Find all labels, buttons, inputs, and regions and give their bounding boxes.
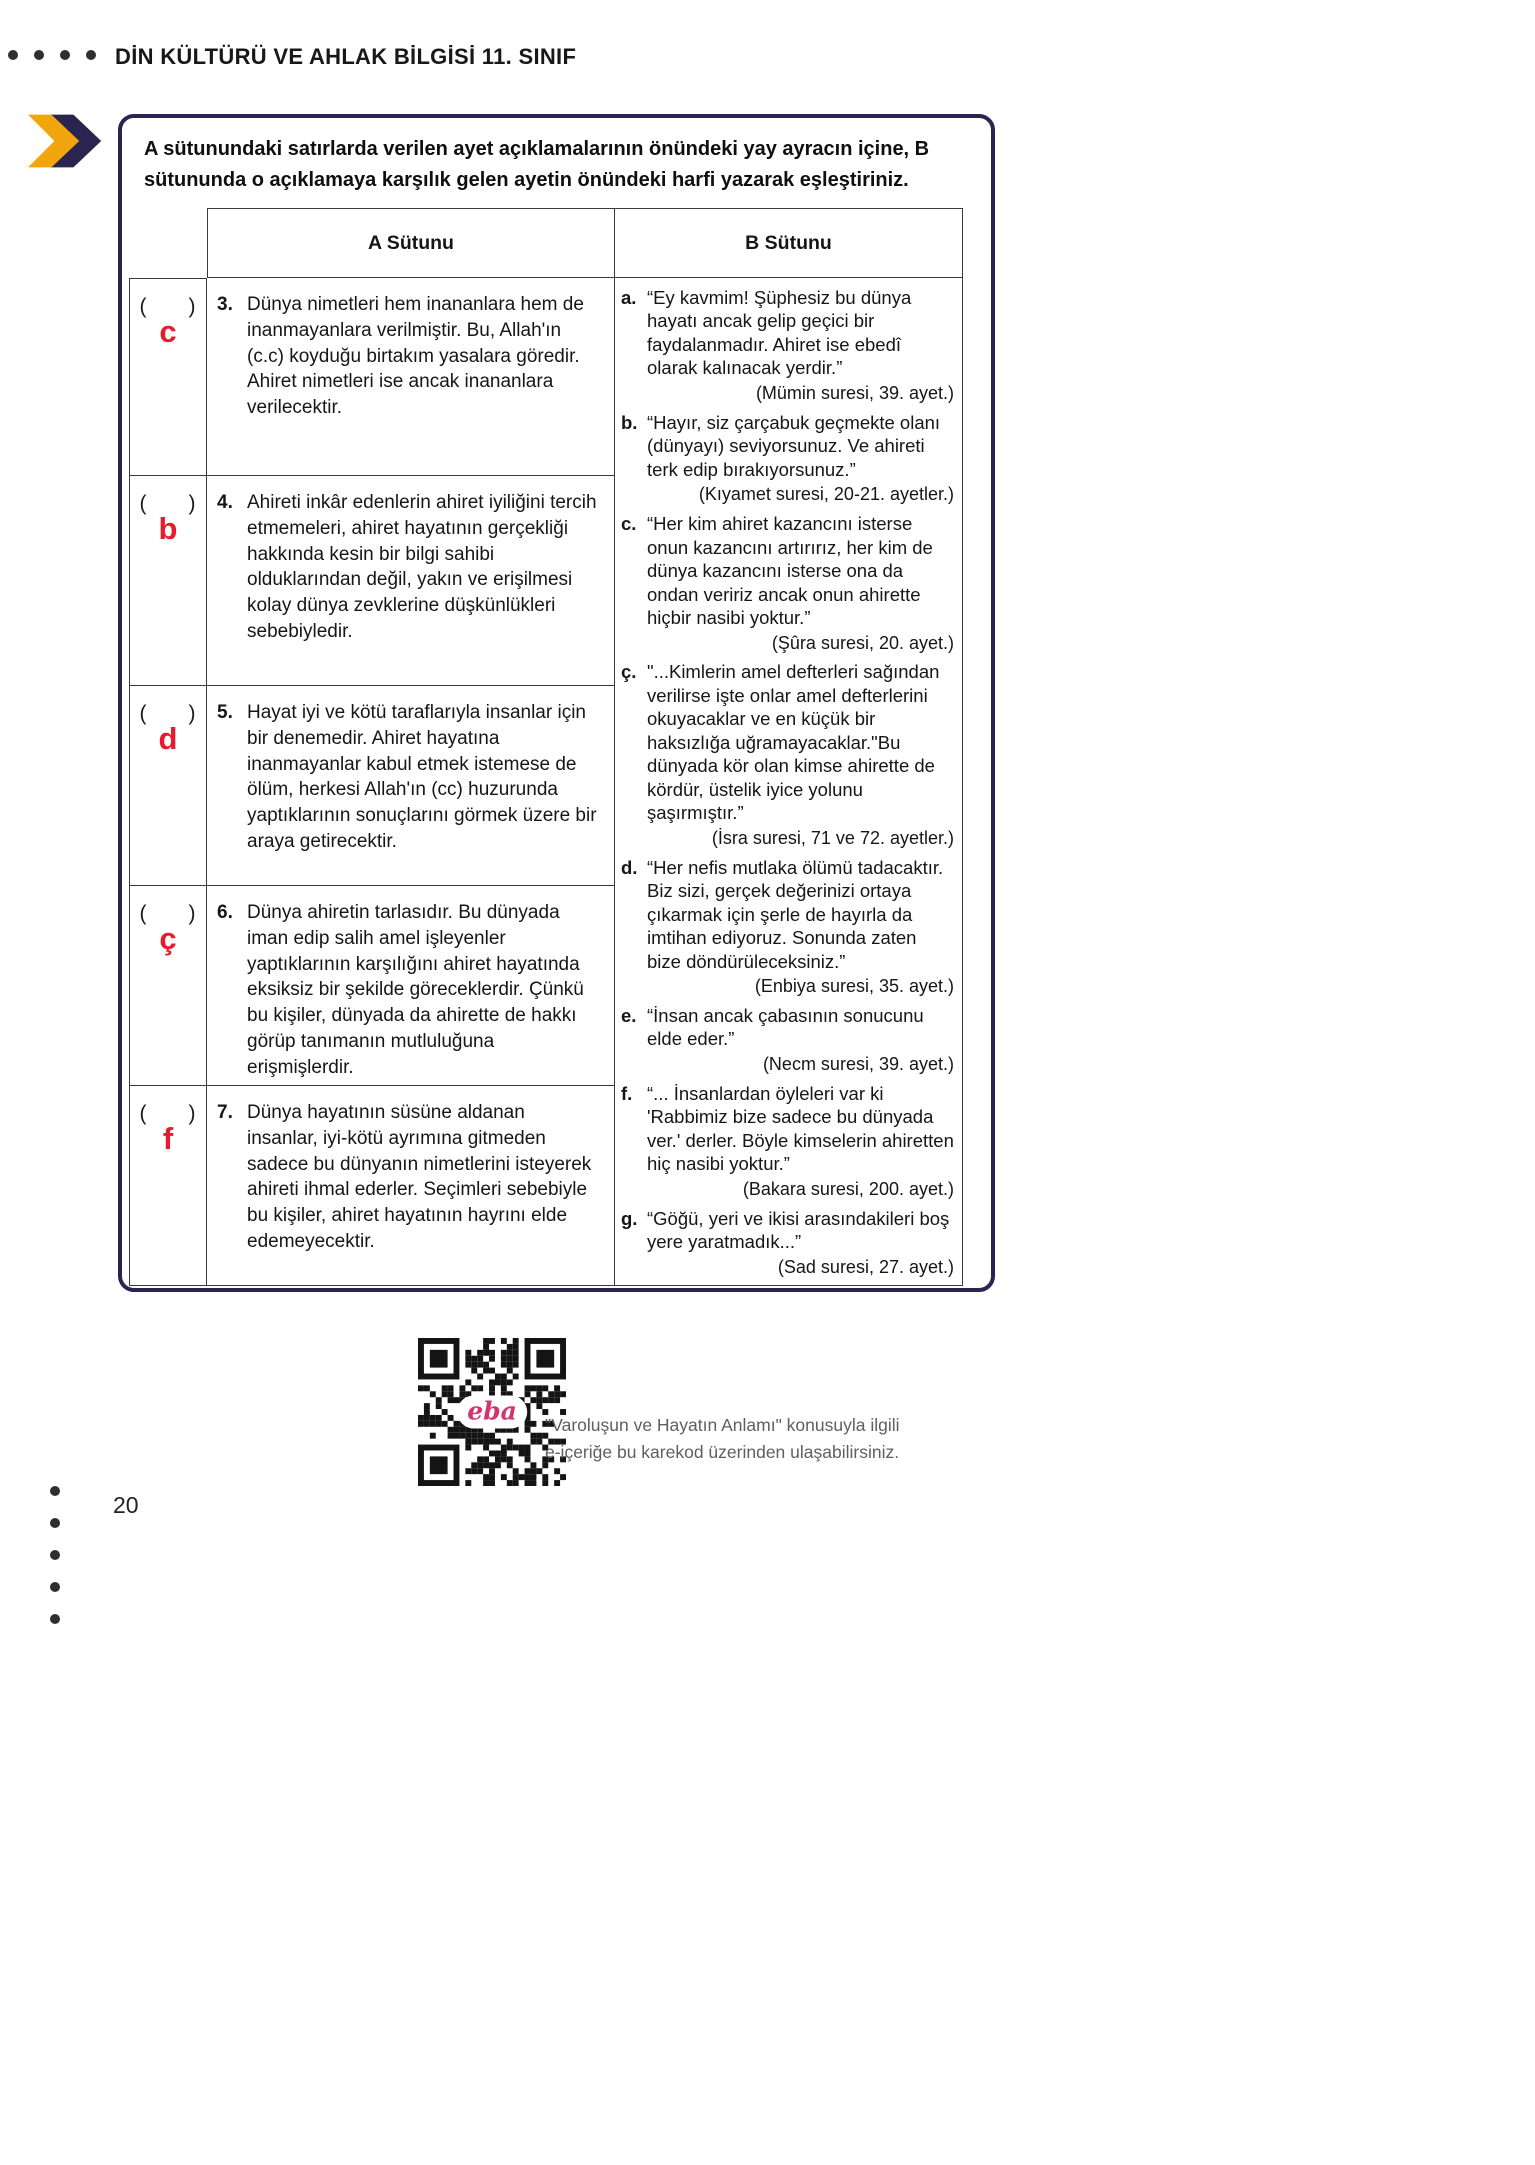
decor-dot [50, 1486, 60, 1496]
answer-letter: f [162, 1121, 174, 1156]
column-a-header: A Sütunu [207, 208, 615, 278]
item-number: 7. [217, 1102, 233, 1123]
column-a-item-5 [207, 686, 615, 886]
item-text: Dünya hayatının süsüne aldanan insanlar, iyi-kötü ayrımına gitmeden sadece bu dünyanın nimetlerini isteyerek ahireti ihmal ederler. Seçimleri sebebiyle bu kişiler, ahiret hayatının hayrını elde edemeyecektir. [247, 1102, 592, 1253]
ayah-text: "...Kimlerin amel defterleri sağından verilirse işte onlar amel defterlerini okuyacaklar ve en küçük bir haksızlığa uğramayacaklar."Bu dünyada kör olan kimse ahirette de kördür, üstelik iyice yolunu şaşırmıştır.” [647, 661, 940, 824]
answer-letter: ç [159, 921, 177, 956]
answer-parentheses: ( ) [139, 702, 197, 725]
answer-letter: d [158, 721, 178, 756]
ayah-source: (Enbiya suresi, 35. ayet.) [754, 976, 954, 997]
column-b-header: B Sütunu [615, 208, 963, 278]
column-a-item-6 [207, 886, 615, 1086]
answer-slot-4[interactable] [129, 476, 207, 686]
column-a-item-4 [207, 476, 615, 686]
ayah-text: “Hayır, siz çarçabuk geçmekte olanı (dünyayı) seviyorsunuz. Ve ahireti terk edip bırakıyorsunuz.” [647, 411, 941, 480]
column-b-item-cc [621, 660, 954, 849]
column-b-item-e [621, 1004, 954, 1076]
item-letter: d. [621, 856, 638, 878]
page-number: 20 [113, 1492, 139, 1518]
decor-dots-top [8, 50, 96, 60]
answer-slot-3[interactable] [129, 278, 207, 476]
column-b-list [615, 278, 963, 1286]
item-letter: c. [621, 513, 637, 535]
chevron-icon [28, 110, 110, 172]
ayah-text: “Her nefis mutlaka ölümü tadacaktır. Biz sizi, gerçek değerinizi ortaya çıkarmak için şerle de hayırla da imtihan ediyoruz. Sonunda zaten bize döndürüleceksiniz.” [647, 856, 944, 972]
answer-slot-5[interactable] [129, 686, 207, 886]
item-letter: f. [621, 1082, 633, 1104]
ayah-source: (Bakara suresi, 200. ayet.) [742, 1178, 954, 1199]
ayah-text: “Her kim ahiret kazancını isterse onun kazancını artırırız, her kim de dünya kazancını isterse ona da ondan veririz ancak onun ahirette hiçbir nasibi yoktur.” [647, 513, 933, 629]
column-b-item-g [621, 1207, 954, 1279]
item-number: 6. [217, 902, 233, 923]
answer-parentheses: ( ) [139, 492, 197, 515]
matching-table [129, 208, 991, 1286]
item-text: Dünya nimetleri hem inananlara hem de inanmayanlara verilmiştir. Bu, Allah'ın (c.c) koyduğu birtakım yasalara göredir. Ahiret nimetleri ise ancak inananlara verilecektir. [247, 294, 584, 419]
answer-letter: b [158, 511, 178, 546]
item-text: Ahireti inkâr edenlerin ahiret iyiliğini tercih etmemeleri, ahiret hayatının gerçekliği hakkında kesin bir bilgi sahibi olduklarından değil, yakın ve erişilmesi kolay dünya zevklerine düşkünlükleri sebebiyledir. [247, 492, 597, 643]
item-number: 3. [217, 294, 233, 315]
column-a-item-3 [207, 278, 615, 476]
qr-caption: "Varoluşun ve Hayatın Anlamı" konusuyla ilgili e-içeriğe bu karekod üzerinden ulaşabilirsiniz. [545, 1415, 900, 1463]
column-b-item-b [621, 411, 954, 506]
answer-parentheses: ( ) [139, 1102, 197, 1125]
eba-logo-text: eba [467, 1396, 517, 1426]
ayah-source: (İsra suresi, 71 ve 72. ayetler.) [711, 827, 954, 848]
answer-letter: c [159, 314, 177, 349]
ayah-source: (Mümin suresi, 39. ayet.) [755, 382, 954, 403]
answer-slot-6[interactable] [129, 886, 207, 1086]
item-number: 5. [217, 702, 233, 723]
column-b-item-a [621, 286, 954, 405]
ayah-text: “İnsan ancak çabasının sonucunu elde eder.” [647, 1004, 924, 1050]
eba-logo [457, 1396, 527, 1429]
item-letter: g. [621, 1207, 638, 1229]
decor-dot [8, 50, 18, 60]
ayah-source: (Şûra suresi, 20. ayet.) [771, 632, 954, 653]
answer-parentheses: ( ) [139, 902, 197, 925]
item-number: 4. [217, 492, 233, 513]
decor-dot [50, 1518, 60, 1528]
item-letter: e. [621, 1004, 637, 1026]
qr-code[interactable] [418, 1338, 566, 1486]
column-b-item-c [621, 512, 954, 654]
ayah-source: (Sad suresi, 27. ayet.) [777, 1256, 954, 1277]
ayah-text: “Ey kavmim! Şüphesiz bu dünya hayatı ancak gelip geçici bir faydalanmadır. Ahiret ise ebedî olarak kalınacak yerdir.” [647, 287, 912, 379]
ayah-source: (Necm suresi, 39. ayet.) [762, 1053, 954, 1074]
decor-dots-bottom [50, 1486, 60, 1624]
exercise-instruction: A sütunundaki satırlarda verilen ayet açıklamalarının önündeki yay ayracın içine, B sütununda o açıklamaya karşılık gelen ayetin önündeki harfi yazarak eşleştiriniz. [144, 138, 930, 191]
answer-parentheses: ( ) [139, 295, 197, 318]
ayah-text: “... İnsanlardan öyleleri var ki 'Rabbimiz bize sadece bu dünyada ver.' derler. Böyle kimselerin ahiretten hiç nasibi yoktur.” [647, 1082, 954, 1175]
item-text: Dünya ahiretin tarlasıdır. Bu dünyada iman edip salih amel işleyenler yaptıklarının karşılığını ahiret hayatında eksiksiz bir şekilde göreceklerdir. Çünkü bu kişiler, dünyada da ahirette de hakkı görüp tanımanın mutluluğuna erişmişlerdir. [247, 902, 584, 1078]
item-letter: a. [621, 287, 637, 308]
decor-dot [50, 1614, 60, 1624]
item-letter: ç. [621, 661, 637, 683]
decor-dot [86, 50, 96, 60]
column-a-item-7 [207, 1086, 615, 1286]
column-b-item-d [621, 856, 954, 998]
item-text: Hayat iyi ve kötü taraflarıyla insanlar için bir denemedir. Ahiret hayatına inanmayanlar kabul etmek istemese de ölüm, herkesi Allah'ın (cc) huzurunda yaptıklarının sonuçlarını görmek üzere bir araya getirecektir. [247, 702, 597, 853]
column-b-item-f [621, 1082, 954, 1201]
decor-dot [34, 50, 44, 60]
decor-dot [50, 1582, 60, 1592]
decor-dot [50, 1550, 60, 1560]
page-title: DİN KÜLTÜRÜ VE AHLAK BİLGİSİ 11. SINIF [115, 44, 577, 69]
answer-slot-7[interactable] [129, 1086, 207, 1286]
ayah-source: (Kıyamet suresi, 20-21. ayetler.) [698, 484, 954, 505]
exercise-box [118, 114, 995, 1292]
ayah-text: “Göğü, yeri ve ikisi arasındakileri boş yere yaratmadık...” [647, 1207, 950, 1253]
item-letter: b. [621, 411, 638, 433]
decor-dot [60, 50, 70, 60]
